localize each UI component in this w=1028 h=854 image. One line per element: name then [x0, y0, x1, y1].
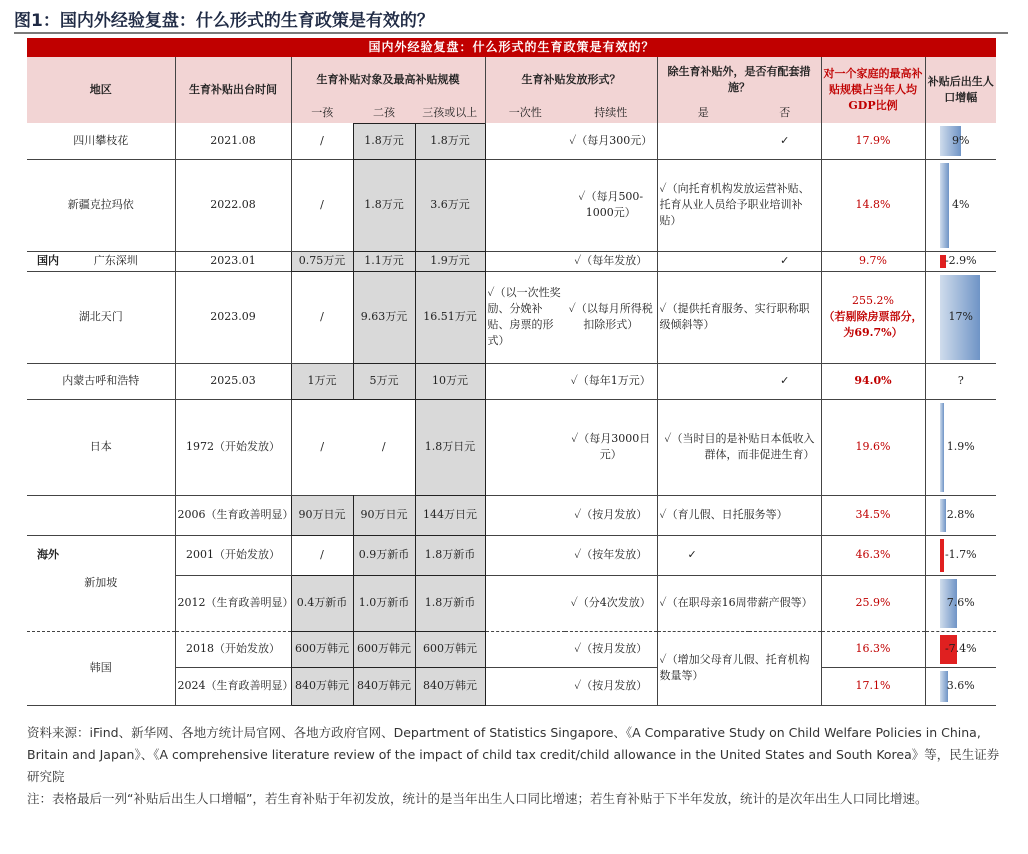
- growth-cell: [925, 667, 996, 705]
- banner-row: [27, 38, 996, 57]
- one-child-cell: 0.75万元: [291, 251, 353, 271]
- continuous-cell: ✓（分4次发放）: [565, 575, 657, 631]
- ratio-cell: 9.7%: [821, 251, 925, 271]
- ratio-cell: 94.0%: [821, 363, 925, 399]
- banner-title: 国内外经验复盘：什么形式的生育政策是有效的？: [368, 39, 655, 54]
- table-row: [27, 123, 996, 159]
- support-yes-cell: [657, 251, 749, 271]
- two-child-cell: 1.8万元: [353, 123, 415, 159]
- time-cell: 2023.09: [175, 271, 291, 363]
- header-support: 除生育补贴外，是否有配套措施？: [657, 57, 821, 103]
- one-time-cell: [485, 495, 565, 535]
- three-child-cell: 1.8万新币: [415, 535, 485, 575]
- two-child-cell: /: [353, 399, 415, 495]
- header-one-child: 一孩: [291, 103, 353, 123]
- ratio-cell: [821, 271, 925, 363]
- area-cell: 湖北天门: [27, 271, 175, 363]
- growth-label: -7.4%: [944, 642, 977, 656]
- continuous-cell: ✓（按年发放）: [565, 535, 657, 575]
- growth-cell: [925, 399, 996, 495]
- growth-label: -2.9%: [944, 254, 977, 268]
- continuous-cell: ✓（按月发放）: [565, 667, 657, 705]
- header-two-child: 二孩: [373, 105, 395, 119]
- header-start-time: 生育补贴出台时间: [175, 57, 291, 123]
- footer: [27, 722, 1002, 810]
- growth-bar: [940, 163, 949, 248]
- three-child-cell: 840万韩元: [415, 667, 485, 705]
- one-time-cell: [485, 631, 565, 667]
- area-cell: [27, 535, 175, 575]
- growth-cell: [925, 123, 996, 159]
- continuous-cell: ✓（按月发放）: [565, 495, 657, 535]
- growth-label: 4%: [952, 198, 970, 212]
- area-cell: [27, 251, 175, 271]
- one-time-cell: [485, 575, 565, 631]
- time-cell: 2022.08: [175, 159, 291, 251]
- ratio-note: （若剔除房票部分，为69.7%）: [823, 310, 923, 339]
- one-child-cell: /: [291, 535, 353, 575]
- ratio-cell: 46.3%: [821, 535, 925, 575]
- time-cell: 2025.03: [175, 363, 291, 399]
- growth-label: 1.9%: [946, 440, 975, 454]
- two-child-cell: 90万日元: [353, 495, 415, 535]
- three-child-cell: 1.8万新币: [415, 575, 485, 631]
- two-child-cell: 5万元: [353, 363, 415, 399]
- growth-label: 9%: [952, 133, 970, 147]
- time-cell: 1972（开始发放）: [175, 399, 291, 495]
- growth-cell: [925, 251, 996, 271]
- table-row: [27, 159, 996, 251]
- ratio-cell: 17.9%: [821, 123, 925, 159]
- title-rule: [14, 32, 1008, 34]
- one-time-cell: [485, 251, 565, 271]
- area-cell: 韩国: [27, 631, 175, 705]
- growth-cell: [925, 631, 996, 667]
- support-yes-cell: ✓（向托育机构发放运营补贴、托育从业人员给予职业培训补贴）: [657, 159, 821, 251]
- three-child-cell: 1.8万元: [415, 123, 485, 159]
- ratio-cell: 17.1%: [821, 667, 925, 705]
- growth-label: -1.7%: [944, 548, 977, 562]
- two-child-cell: 1.0万新币: [353, 575, 415, 631]
- header-target-group: 生育补贴对象及最高补贴规模: [291, 57, 485, 103]
- time-cell: 2024（生育政善明显）: [175, 667, 291, 705]
- two-child-cell: 600万韩元: [353, 631, 415, 667]
- two-child-cell: 1.8万元: [353, 159, 415, 251]
- one-child-cell: /: [291, 159, 353, 251]
- area-cell: 日本: [27, 399, 175, 495]
- group-label-overseas: 海外: [37, 548, 59, 562]
- time-cell: 2001（开始发放）: [175, 535, 291, 575]
- table-row: [27, 363, 996, 399]
- growth-label: 7.6%: [946, 596, 975, 610]
- ratio-cell: 14.8%: [821, 159, 925, 251]
- table-row: [27, 535, 996, 575]
- growth-cell: [925, 575, 996, 631]
- table-row: [27, 631, 996, 667]
- one-time-cell: ✓（以一次性奖励、分娩补贴、房票的形式）: [485, 271, 565, 363]
- ratio-cell: 34.5%: [821, 495, 925, 535]
- area-cell: [27, 495, 175, 535]
- support-yes-cell: ✓（育儿假、日托服务等）: [657, 495, 821, 535]
- footer-source: 资料来源：iFind、新华网、各地方统计局官网、各地方政府官网、Department of Statistics Singapore、《A Comparative Study on Child Welfare Policies in China, Britain and Japan》、《A comprehensive literature review of the impact of child tax credit/child allowance in the United States and South Korea》等，民生证券研究院: [27, 725, 1000, 784]
- growth-label: 2.8%: [946, 508, 975, 522]
- header-one-time: 一次性: [485, 103, 565, 123]
- policy-table-wrapper: [27, 38, 996, 706]
- time-cell: 2021.08: [175, 123, 291, 159]
- time-cell: 2018（开始发放）: [175, 631, 291, 667]
- one-child-cell: /: [291, 399, 353, 495]
- three-child-cell: 600万韩元: [415, 631, 485, 667]
- header-three-child: 三孩或以上: [422, 105, 478, 119]
- growth-bar: [940, 499, 947, 532]
- support-no-cell: ✓（当时目的是补贴日本低收入群体，而非促进生育）: [657, 399, 821, 495]
- header-row-1: [27, 57, 996, 103]
- area-cell: 新加坡: [84, 576, 118, 589]
- group-label-domestic: 国内: [37, 254, 59, 268]
- header-form: 生育补贴发放形式？: [485, 57, 657, 103]
- table-row: [27, 399, 996, 495]
- header-ratio: 对一个家庭的最高补贴规模占当年人均GDP比例: [821, 57, 925, 123]
- header-region: 地区: [89, 83, 112, 97]
- one-time-cell: [485, 159, 565, 251]
- three-child-cell: 3.6万元: [415, 159, 485, 251]
- one-child-cell: /: [291, 123, 353, 159]
- table-row: [27, 575, 996, 631]
- time-cell: 2012（生育政善明显）: [175, 575, 291, 631]
- footer-note: 注：表格最后一列“补贴后出生人口增幅”，若生育补贴于年初发放，统计的是当年出生人口同比增速；若生育补贴于下半年发放，统计的是次年出生人口同比增速。: [27, 791, 928, 806]
- support-yes-cell: ✓: [657, 535, 749, 575]
- continuous-cell: ✓（每月500-1000元）: [565, 159, 657, 251]
- area-text: 广东深圳: [93, 254, 138, 268]
- time-cell: 2023.01: [175, 251, 291, 271]
- one-time-cell: [485, 535, 565, 575]
- figure-title: 图1：国内外经验复盘：什么形式的生育政策是有效的？: [14, 11, 434, 31]
- policy-table: [27, 38, 996, 706]
- two-child-cell: 9.63万元: [353, 271, 415, 363]
- continuous-cell: ✓（每月300元）: [569, 133, 653, 147]
- three-child-cell: 144万日元: [415, 495, 485, 535]
- support-no-cell: ✓: [780, 133, 790, 147]
- two-child-cell: 1.1万元: [353, 251, 415, 271]
- ratio-value: 255.2%: [852, 294, 894, 308]
- one-time-cell: [485, 363, 565, 399]
- support-no-cell: ✓: [749, 363, 821, 399]
- area-cell: 内蒙古呼和浩特: [27, 363, 175, 399]
- table-row: [27, 251, 996, 271]
- ratio-cell: 16.3%: [821, 631, 925, 667]
- support-yes-cell: [657, 123, 749, 159]
- three-child-cell: 16.51万元: [415, 271, 485, 363]
- one-child-cell: 840万韩元: [291, 667, 353, 705]
- growth-bar: [940, 539, 944, 572]
- support-no-cell: ✓: [749, 251, 821, 271]
- area-cell: 四川攀枝花: [73, 133, 129, 147]
- continuous-cell: ✓（按月发放）: [565, 631, 657, 667]
- ratio-cell: 25.9%: [821, 575, 925, 631]
- support-no-cell: [749, 535, 821, 575]
- growth-cell: [925, 363, 996, 399]
- one-child-cell: 90万日元: [291, 495, 353, 535]
- support-yes-cell: ✓（提供托育服务、实行职称职级倾斜等）: [657, 271, 821, 363]
- header-continuous: 持续性: [594, 106, 628, 120]
- two-child-cell: 0.9万新币: [353, 535, 415, 575]
- continuous-cell: ✓（每年发放）: [565, 251, 657, 271]
- one-child-cell: 0.4万新币: [291, 575, 353, 631]
- three-child-cell: 1.9万元: [415, 251, 485, 271]
- header-growth: 补贴后出生人口增幅: [925, 57, 996, 123]
- support-yes-cell: ✓（在职母亲16周带薪产假等）: [657, 575, 821, 631]
- table-row: [27, 271, 996, 363]
- header-no: 否: [779, 106, 791, 120]
- one-child-cell: 600万韩元: [291, 631, 353, 667]
- growth-cell: [925, 535, 996, 575]
- one-child-cell: /: [291, 271, 353, 363]
- header-yes: 是: [657, 103, 749, 123]
- support-yes-cell: ✓（增加父母育儿假、托育机构数量等）: [657, 631, 821, 705]
- three-child-cell: 10万元: [415, 363, 485, 399]
- one-child-cell: 1万元: [291, 363, 353, 399]
- continuous-cell: ✓（每年1万元）: [565, 363, 657, 399]
- one-time-cell: [485, 123, 565, 159]
- continuous-cell: ✓（每月3000日元）: [565, 399, 657, 495]
- growth-cell: [925, 159, 996, 251]
- growth-cell: [925, 271, 996, 363]
- growth-bar: [940, 403, 944, 492]
- area-cell: 新疆克拉玛依: [27, 159, 175, 251]
- ratio-cell: 19.6%: [821, 399, 925, 495]
- growth-label: 3.6%: [946, 679, 975, 693]
- support-yes-cell: [657, 363, 749, 399]
- table-row: [27, 495, 996, 535]
- one-time-cell: [485, 399, 565, 495]
- time-cell: 2006（生育政善明显）: [175, 495, 291, 535]
- growth-label: ?: [957, 374, 964, 388]
- continuous-cell: ✓（以每月所得税扣除形式）: [565, 271, 657, 363]
- growth-label: 17%: [948, 310, 973, 324]
- three-child-cell: 1.8万日元: [415, 399, 485, 495]
- two-child-cell: 840万韩元: [353, 667, 415, 705]
- one-time-cell: [485, 667, 565, 705]
- growth-cell: [925, 495, 996, 535]
